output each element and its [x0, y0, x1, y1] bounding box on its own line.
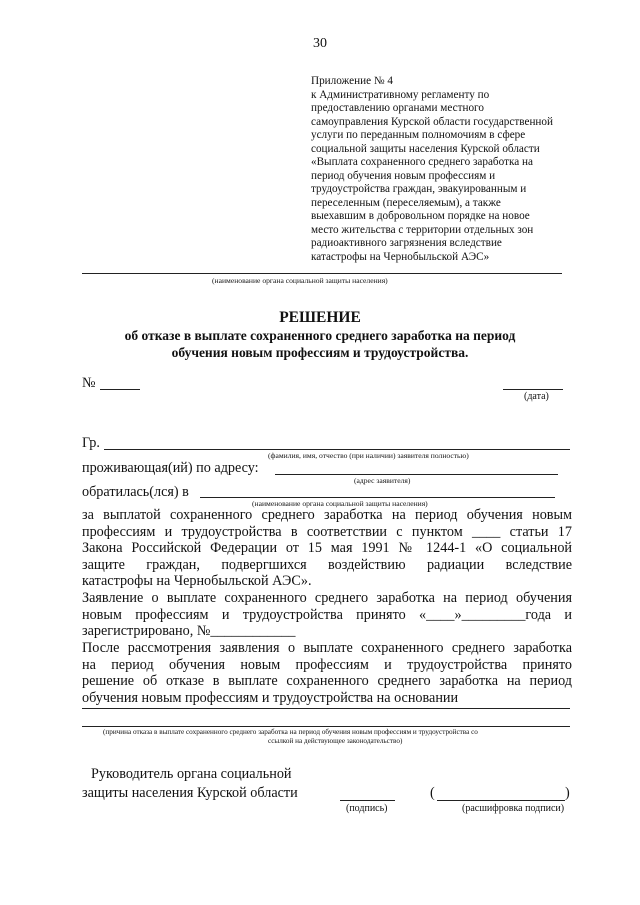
body-line: зарегистрировано, №____________	[82, 623, 296, 640]
reason-caption-line-2: ссылкой на действующее законодательство)	[268, 737, 403, 745]
paragraph-3	[82, 640, 572, 706]
paren-close: )	[565, 785, 570, 801]
body-line: После рассмотрения заявления о выплате сохраненного среднего заработка	[82, 640, 572, 656]
appendix-line: к Административному регламенту по	[311, 88, 490, 101]
appendix-line: Приложение № 4	[311, 75, 393, 87]
signature-field[interactable]	[340, 800, 395, 801]
applied-label: обратилась(лся) в	[82, 484, 189, 500]
body-line: на период обучения новым профессиям и трудоустройства принято	[82, 656, 572, 673]
appendix-line: социальной защиты населения Курской области	[311, 142, 540, 155]
signer-role-line-1: Руководитель органа социальной	[91, 766, 292, 782]
subtitle-line-1: об отказе в выплате сохраненного среднего заработка на период	[124, 328, 516, 343]
appendix-line: место жительства с территории отдельных зон	[311, 223, 534, 236]
decode-caption: (расшифровка подписи)	[462, 803, 565, 814]
body-line: обучения новым профессиям и трудоустройства на основании	[82, 689, 459, 706]
sign-caption: (подпись)	[346, 803, 388, 814]
date-field[interactable]	[503, 389, 563, 390]
applied-org-field[interactable]	[200, 497, 555, 498]
appendix-line: предоставлению органами местного	[311, 102, 484, 114]
address-field[interactable]	[275, 474, 558, 475]
body-line: катастрофы на Чернобыльской АЭС».	[82, 573, 312, 590]
body-line: защите граждан, подвергшихся воздействию радиации вследствие	[82, 556, 572, 573]
body-line: решение об отказе в выплате сохраненного среднего заработка на период	[82, 673, 572, 690]
citizen-caption: (фамилия, имя, отчество (при наличии) заявителя полностью)	[268, 451, 469, 460]
address-caption: (адрес заявителя)	[354, 476, 411, 485]
org-name-caption: (наименование органа социальной защиты населения)	[212, 276, 388, 285]
paren-open: (	[430, 785, 435, 801]
appendix-line: выехавшим в добровольном порядке на новое	[311, 210, 530, 222]
reason-field-line-2[interactable]	[82, 726, 570, 727]
page-number: 30	[313, 36, 327, 51]
appendix-block	[311, 75, 573, 264]
citizen-name-field[interactable]	[104, 449, 570, 450]
org-name-line[interactable]	[82, 273, 562, 274]
subtitle-line-2: обучения новым профессиям и трудоустройства.	[171, 345, 469, 360]
appendix-line: «Выплата сохраненного среднего заработка на	[311, 156, 533, 168]
number-field[interactable]	[100, 389, 140, 390]
appendix-line: радиоактивного загрязнения вследствие	[311, 237, 502, 249]
address-label: проживающая(ий) по адресу:	[82, 460, 259, 476]
appendix-line: катастрофы на Чернобыльской АЭС»	[311, 250, 490, 263]
reason-caption-line-1: (причина отказа в выплате сохраненного среднего заработка на период обучения новым профессиям и трудоустройства со	[103, 728, 478, 736]
date-caption: (дата)	[524, 391, 549, 402]
reason-field-line-1[interactable]	[82, 708, 570, 709]
citizen-label: Гр.	[82, 435, 100, 451]
appendix-line: самоуправления Курской области государственной	[311, 115, 553, 128]
body-line: Заявление о выплате сохраненного среднего заработка на период обучения	[82, 590, 572, 606]
paragraph-1	[82, 507, 572, 590]
body-line: профессиям и трудоустройства в соответствии с пунктом ____ статьи 17	[82, 523, 572, 540]
signer-role-line-2: защиты населения Курской области	[82, 785, 298, 801]
appendix-line: переселенным (переселяемым), а также	[311, 196, 501, 209]
appendix-line: период обучения новым профессиям и	[311, 169, 496, 182]
appendix-line: услуги по переданным полномочиям в сфере	[311, 129, 526, 141]
body-line: Закона Российской Федерации от 15 мая 1991 № 1244-1 «О социальной	[82, 540, 572, 557]
body-line: новым профессиям и трудоустройства принято «____»_________года и	[82, 606, 572, 623]
appendix-line: трудоустройства граждан, эвакуированным и	[311, 183, 527, 195]
paragraph-2	[82, 590, 572, 640]
applied-caption: (наименование органа социальной защиты населения)	[252, 499, 428, 508]
signature-decode-field[interactable]	[437, 800, 565, 801]
number-label: №	[82, 375, 96, 391]
document-subtitle	[0, 327, 640, 361]
body-line: за выплатой сохраненного среднего заработка на период обучения новым	[82, 507, 572, 523]
document-title: РЕШЕНИЕ	[279, 309, 361, 326]
